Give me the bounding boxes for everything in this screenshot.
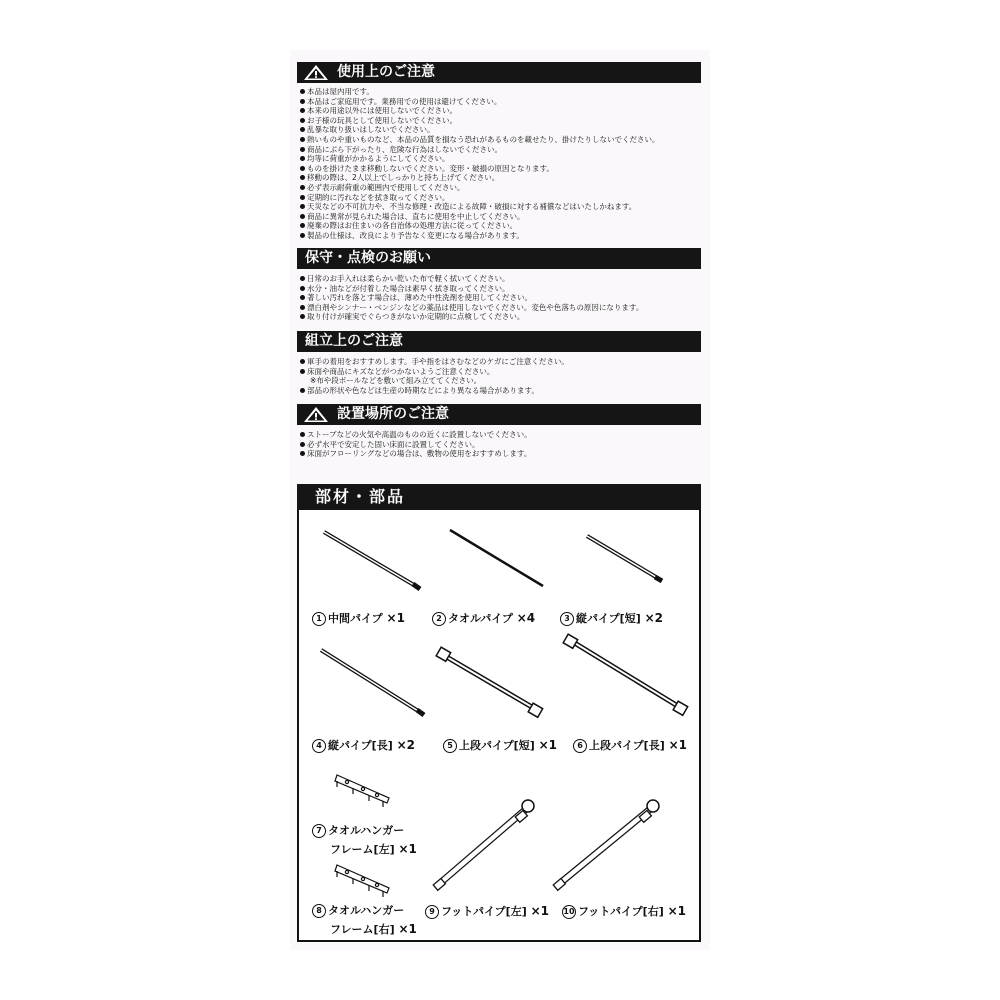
list-item: ものを掛けたまま移動しないでください。変形・破損の原因となります。 [300, 164, 700, 174]
warning-icon [303, 64, 329, 81]
list-item: 乱暴な取り扱いはしないでください。 [300, 125, 700, 135]
part-label-6: 6 上段パイプ[長] ×1 [573, 738, 687, 753]
list-item: 軍手の着用をおすすめします。手や指をはさむなどのケガにご注意ください。 [300, 357, 700, 367]
list-item: 部品の形状や色などは生産の時期などにより異なる場合があります。 [300, 386, 700, 396]
list-item: 著しい汚れを落とす場合は、薄めた中性洗剤を使用してください。 [300, 293, 700, 303]
part-label-1: 1 中間パイプ ×1 [312, 611, 405, 626]
list-item: 水分・油などが付着した場合は素早く拭き取ってください。 [300, 284, 700, 294]
towel-hanger-frame-left-drawing [335, 775, 389, 807]
list-item: 商品に異常が見られた場合は、直ちに使用を中止してください。 [300, 212, 700, 222]
list-item: 定期的に汚れなどを拭き取ってください。 [300, 193, 700, 203]
list-item: 日常のお手入れは柔らかい乾いた布で軽く拭いてください。 [300, 274, 700, 284]
towel-pipe-drawing [450, 530, 543, 586]
list-item: 廃棄の際はお住まいの各自治体の処理方法に従ってください。 [300, 221, 700, 231]
towel-hanger-frame-right-drawing [335, 865, 389, 897]
part-label-4: 4 縦パイプ[長] ×2 [312, 738, 415, 753]
placement-list [300, 430, 700, 459]
parts-title: 部材・部品 [315, 487, 406, 506]
middle-pipe-drawing [324, 532, 420, 589]
maintenance-title: 保守・点検のお願い [305, 250, 431, 266]
vertical-pipe-short-drawing [587, 536, 662, 581]
list-item: 熱いものや重いものなど、本品の品質を損なう恐れがあるものを載せたり、掛けたりしないでください。 [300, 135, 700, 145]
list-item: 本来の用途以外には使用しないでください。 [300, 106, 700, 116]
usage-precautions-header [297, 62, 701, 83]
list-item: お子様の玩具として使用しないでください。 [300, 116, 700, 126]
part-label-7-line2: フレーム[左] ×1 [330, 842, 417, 856]
list-item: 漂白剤やシンナー・ベンジンなどの薬品は使用しないでください。変色や色落ちの原因になります。 [300, 303, 700, 313]
parts-illustration [297, 510, 701, 942]
part-label-5: 5 上段パイプ[短] ×1 [443, 738, 557, 753]
upper-pipe-short-drawing [436, 647, 543, 717]
warning-icon [303, 406, 329, 423]
vertical-pipe-long-drawing [321, 650, 424, 715]
list-item: 天災などの不可抗力や、不当な修理・改造による故障・破損に対する補償などはいたしかねます。 [300, 202, 700, 212]
part-label-8-line2: フレーム[右] ×1 [330, 922, 417, 936]
list-item: 必ず表示耐荷重の範囲内で使用してください。 [300, 183, 700, 193]
list-item: 均等に荷重がかかるようにしてください。 [300, 154, 700, 164]
part-label-2: 2 タオルパイプ ×4 [432, 611, 535, 626]
foot-pipe-left-drawing [433, 800, 534, 890]
upper-pipe-long-drawing [563, 634, 688, 715]
part-label-3: 3 縦パイプ[短] ×2 [560, 611, 663, 626]
list-item: 床面や商品にキズなどがつかないようご注意ください。 [300, 367, 700, 377]
list-item: 必ず水平で安定した固い床面に設置してください。 [300, 440, 700, 450]
usage-precautions-title: 使用上のご注意 [337, 64, 435, 80]
foot-pipe-right-drawing [553, 800, 659, 890]
placement-header [297, 404, 701, 425]
list-item: ストーブなどの火気や高温のものの近くに設置しないでください。 [300, 430, 700, 440]
part-label-8: 8 タオルハンガー [312, 904, 404, 918]
maintenance-header [297, 248, 701, 269]
assembly-title: 組立上のご注意 [305, 333, 403, 349]
maintenance-list [300, 274, 700, 322]
list-item: 移動の際は、2人以上でしっかりと持ち上げてください。 [300, 173, 700, 183]
part-label-9: 9 フットパイプ[左] ×1 [425, 904, 549, 919]
list-item: 床面がフローリングなどの場合は、敷物の使用をおすすめします。 [300, 449, 700, 459]
list-item: 本品はご家庭用です。業務用での使用は避けてください。 [300, 97, 700, 107]
assembly-header [297, 331, 701, 352]
usage-precautions-list [300, 87, 700, 241]
list-item: 製品の仕様は、改良により予告なく変更になる場合があります。 [300, 231, 700, 241]
list-item: 取り付けが確実でぐらつきがないか定期的に点検してください。 [300, 312, 700, 322]
parts-header [297, 484, 701, 510]
list-item: 商品にぶら下がったり、危険な行為はしないでください。 [300, 145, 700, 155]
placement-title: 設置場所のご注意 [337, 406, 449, 422]
list-item: 本品は屋内用です。 [300, 87, 700, 97]
part-label-7: 7 タオルハンガー [312, 824, 404, 838]
part-label-10: 10 フットパイプ[右] ×1 [563, 904, 686, 918]
list-item-note: ※布や段ボールなどを敷いて組み立ててください。 [310, 376, 482, 386]
assembly-list [300, 357, 700, 395]
